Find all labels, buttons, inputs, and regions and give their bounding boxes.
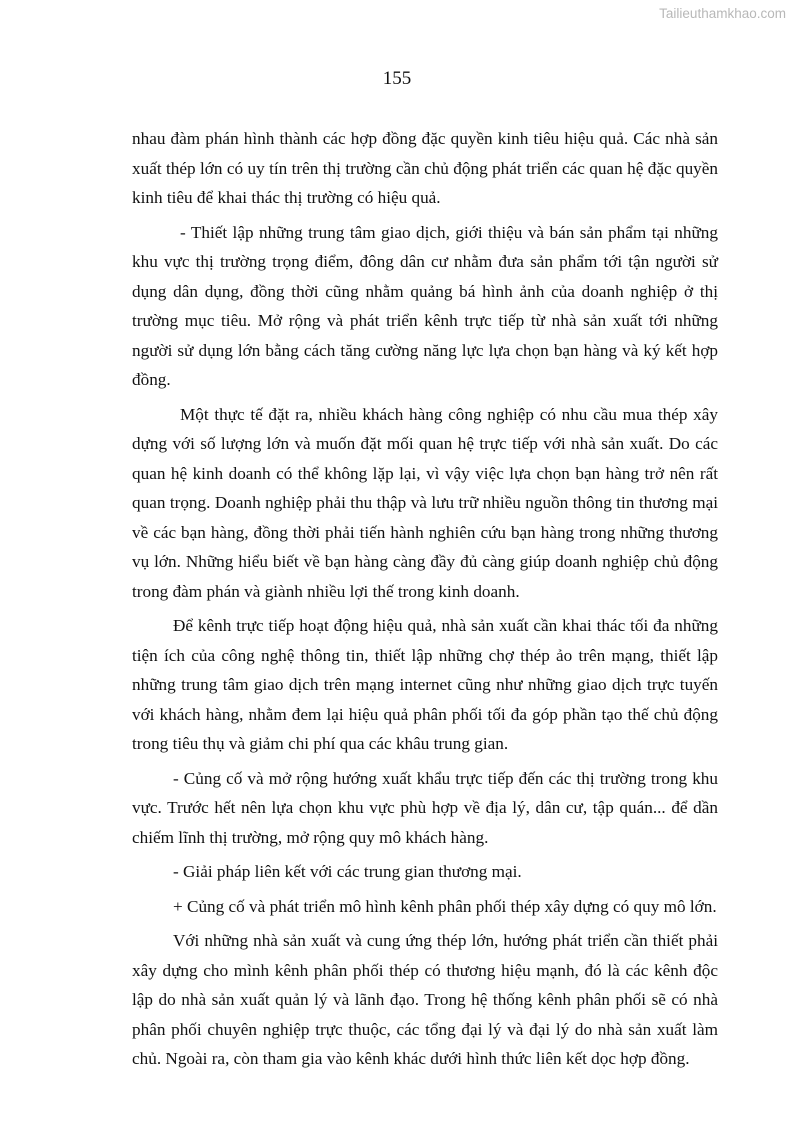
paragraph-direct-channel-it: Để kênh trực tiếp hoạt động hiệu quả, nhà sản xuất cần khai thác tối đa những tiện ích của công nghệ thông tin, thiết lập những chợ thép ảo trên mạng, thiết lập những trung tâm giao dịch trên mạng internet cũng như những giao dịch trực tuyến với khách hàng, nhằm đem lại hiệu quả phân phối tối đa góp phần tạo thế chủ động trong tiêu thụ và giảm chi phí qua các khâu trung gian.	[132, 616, 718, 753]
paragraph-bullet-trading-centers: - Thiết lập những trung tâm giao dịch, giới thiệu và bán sản phẩm tại những khu vực thị trường trọng điểm, đông dân cư nhằm đưa sản phẩm tới tận người sử dụng dân dụng, đồng thời cũng nhằm quảng bá hình ảnh của doanh nghiệp ở thị trường mục tiêu. Mở rộng và phát triển kênh trực tiếp từ nhà sản xuất tới những người sử dụng lớn bằng cách tăng cường năng lực lựa chọn bạn hàng và ký kết hợp đồng.	[132, 222, 718, 389]
paragraph-brand-channel: Với những nhà sản xuất và cung ứng thép lớn, hướng phát triển cần thiết phải xây dựng cho mình kênh phân phối thép có thương hiệu mạnh, đó là các kênh độc lập do nhà sản xuất quản lý và lãnh đạo. Trong hệ thống kênh phân phối sẽ có nhà phân phối chuyên nghiệp trực thuộc, các tổng đại lý và đại lý do nhà sản xuất làm chủ. Ngoài ra, còn tham gia vào kênh khác dưới hình thức liên kết dọc hợp đồng.	[132, 931, 718, 1068]
paragraph-plus-large-channel: + Củng cố và phát triển mô hình kênh phân phối thép xây dựng có quy mô lớn.	[173, 896, 717, 916]
paragraph-continuation: nhau đàm phán hình thành các hợp đồng đặc quyền kinh tiêu hiệu quả. Các nhà sản xuất thép lớn có uy tín trên thị trường cần chủ động phát triển các quan hệ đặc quyền kinh tiêu để khai thác thị trường có hiệu quả.	[132, 129, 718, 207]
paragraph-bullet-intermediaries: - Giải pháp liên kết với các trung gian thương mại.	[173, 862, 522, 881]
page-number: 155	[382, 68, 412, 89]
watermark-text: Tailieuthamkhao.com	[659, 6, 786, 21]
paragraph-industrial-customers: Một thực tế đặt ra, nhiều khách hàng công nghiệp có nhu cầu mua thép xây dựng với số lượng lớn và muốn đặt mối quan hệ trực tiếp với nhà sản xuất. Do các quan hệ kinh doanh có thể không lặp lại, vì vậy việc lựa chọn bạn hàng trở nên rất quan trọng. Doanh nghiệp phải thu thập và lưu trữ nhiều nguồn thông tin thương mại về các bạn hàng, đồng thời phải tiến hành nghiên cứu bạn hàng trong những thương vụ lớn. Những hiểu biết về bạn hàng càng đầy đủ càng giúp doanh nghiệp chủ động trong đàm phán và giành nhiều lợi thế trong kinh doanh.	[132, 404, 718, 601]
page-body	[132, 124, 718, 1079]
paragraph-bullet-export: - Củng cố và mở rộng hướng xuất khẩu trực tiếp đến các thị trường trong khu vực. Trước hết nên lựa chọn khu vực phù hợp về địa lý, dân cư, tập quán... để dần chiếm lĩnh thị trường, mở rộng quy mô khách hàng.	[132, 768, 718, 847]
